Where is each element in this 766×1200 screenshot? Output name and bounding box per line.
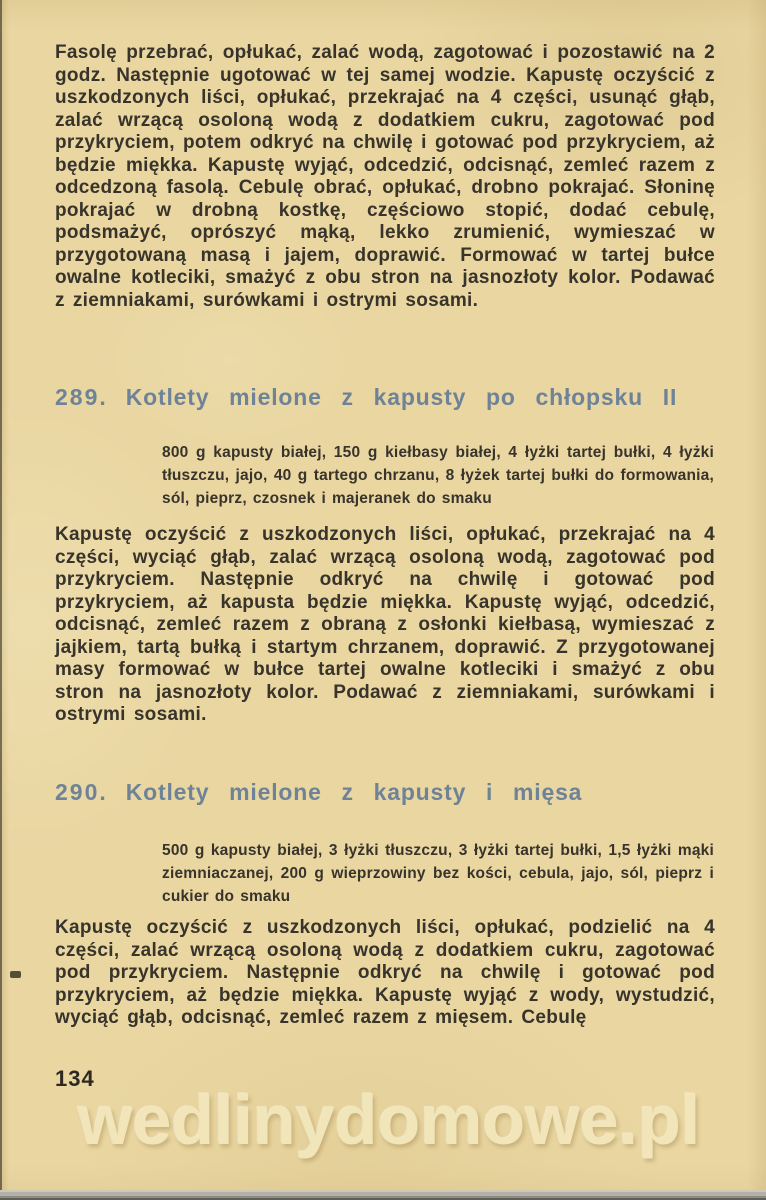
recipe-289-title: Kotlety mielone z kapusty po chłopsku II	[125, 384, 678, 410]
recipe-289-instructions: Kapustę oczyścić z uszkodzonych liści, opłukać, przekrajać na 4 części, wyciąć głąb, zalać wrzącą osoloną wodą, zagotować pod przykryciem. Następnie odkryć na chwilę i gotować pod przykryciem, aż kapusta będzie miękka. Kapustę wyjąć, odcedzić, odcisnąć, zemleć razem z obraną z osłonki kiełbasą, wymieszać z jajkiem, tartą bułką i startym chrzanem, doprawić. Z przygotowanej masy formować w bułce tartej owalne kotleciki i smażyć z obu stron na jasnozłoty kolor. Podawać z ziemniakami, surówkami i ostrymi sosami.	[55, 524, 715, 725]
page-number: 134	[55, 1066, 95, 1091]
recipe-290-heading	[55, 779, 735, 805]
recipe-290-instructions: Kapustę oczyścić z uszkodzonych liści, opłukać, podzielić na 4 części, zalać wrzącą osoloną wodą z dodatkiem cukru, zagotować pod przykryciem. Następnie odkryć na chwilę i gotować pod przykryciem, aż będzie miękka. Kapustę wyjąć z wody, wystudzić, wyciąć głąb, odcisnąć, zemleć razem z mięsem. Cebulę	[55, 917, 715, 1028]
intro-paragraph: Fasolę przebrać, opłukać, zalać wodą, zagotować i pozostawić na 2 godz. Następnie ugotować w tej samej wodzie. Kapustę oczyścić z uszkodzonych liści, opłukać, przekrajać na 4 części, usunąć głąb, zalać wrzącą osoloną wodą z dodatkiem cukru, zagotować pod przykryciem, potem odkryć na chwilę i gotować pod przykryciem, aż będzie miękka. Kapustę wyjąć, odcedzić, odcisnąć, zemleć razem z odcedzoną fasolą. Cebulę obrać, opłukać, drobno pokrajać. Słoninę pokrajać w drobną kostkę, częściowo stopić, dodać cebulę, podsmażyć, oprószyć mąką, lekko zrumienić, wymieszać w przygotowaną masą i jajem, doprawić. Formować w tartej bułce owalne kotleciki, smażyć z obu stron na jasnozłoty kolor. Podawać z ziemniakami, surówkami i ostrymi sosami.	[55, 42, 715, 311]
margin-printer-mark	[10, 971, 21, 978]
recipe-290-ingredients: 500 g kapusty białej, 3 łyżki tłuszczu, 3 łyżki tartej bułki, 1,5 łyżki mąki ziemniaczanej, 200 g wieprzowiny bez kości, cebula, jajo, sól, pieprz i cukier do smaku	[162, 842, 714, 905]
recipe-290-title: Kotlety mielone z kapusty i mięsa	[125, 779, 583, 805]
scan-left-edge	[0, 0, 2, 1200]
recipe-289-number: 289.	[55, 384, 108, 410]
recipe-289-ingredients: 800 g kapusty białej, 150 g kiełbasy białej, 4 łyżki tartej bułki, 4 łyżki tłuszczu, jajo, 40 g tartego chrzanu, 8 łyżek tartej bułki do formowania, sól, pieprz, czosnek i majeranek do smaku	[162, 444, 714, 507]
scan-bottom-edge	[0, 1190, 766, 1200]
recipe-290-number: 290.	[55, 779, 108, 805]
watermark-text: wedlinydomowe.pl	[78, 1081, 701, 1159]
recipe-289-heading	[55, 384, 735, 410]
